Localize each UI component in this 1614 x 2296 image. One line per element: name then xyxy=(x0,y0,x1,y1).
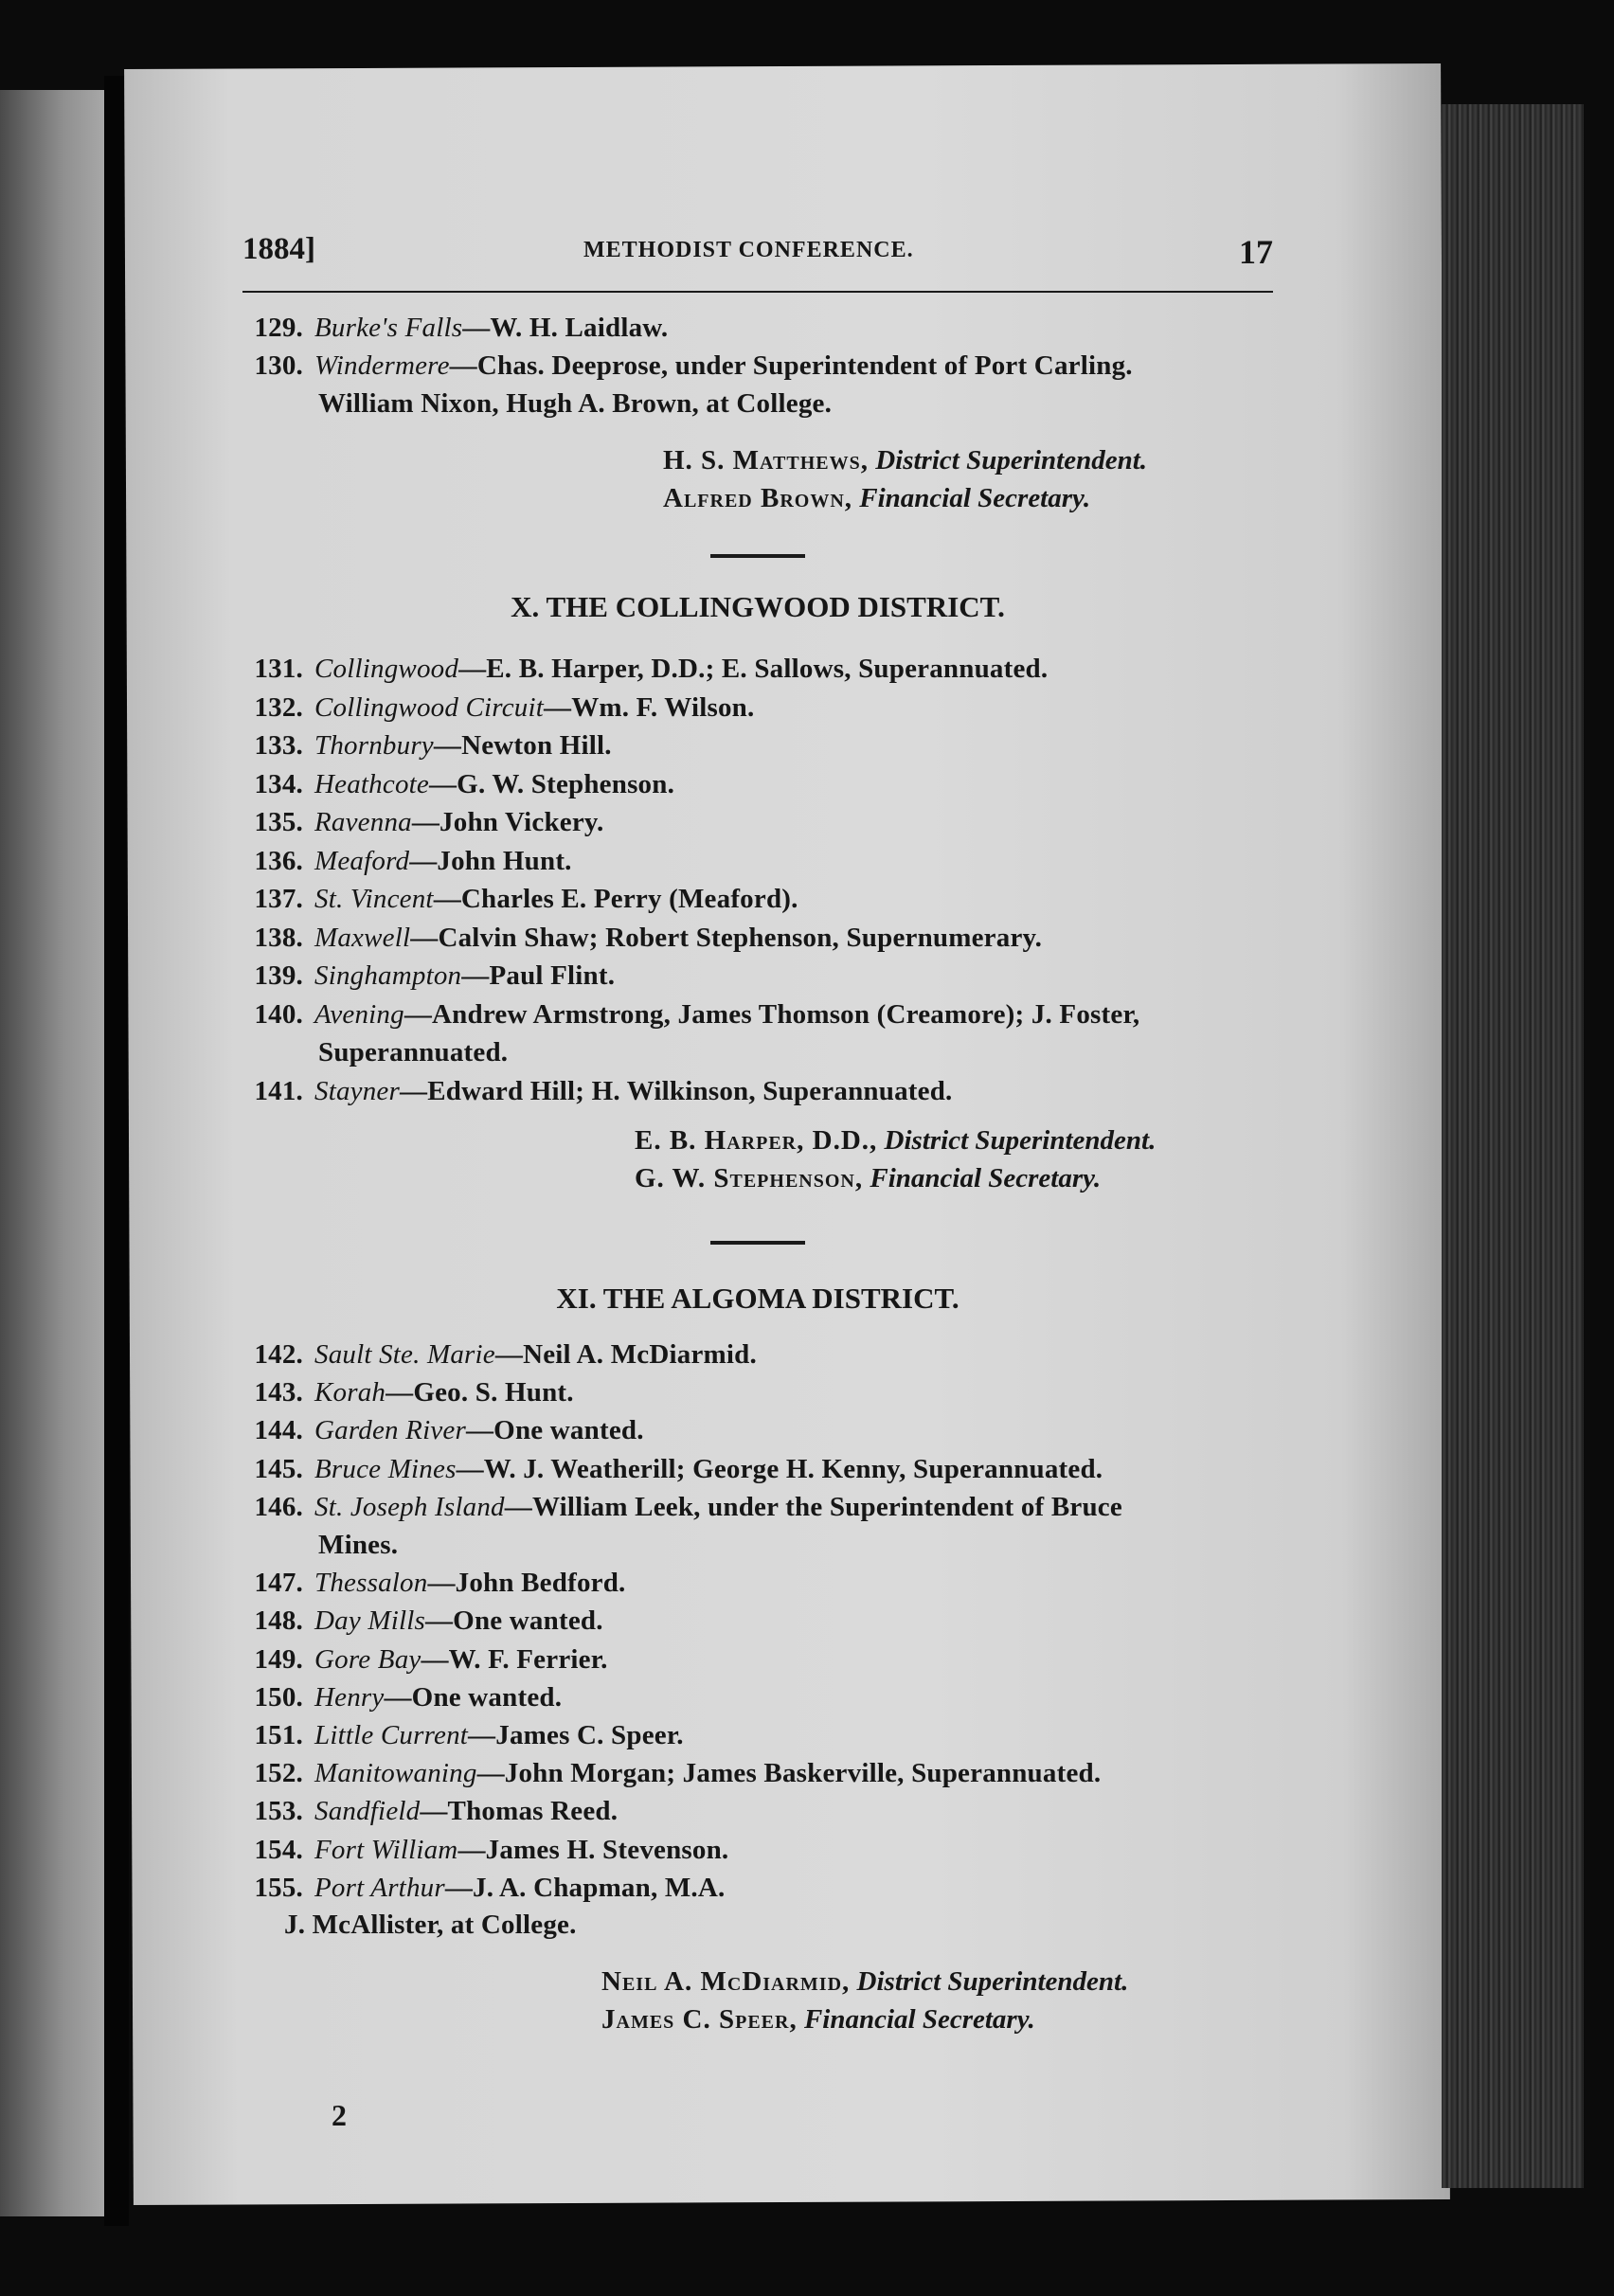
section-heading: X. THE COLLINGWOOD DISTRICT. xyxy=(511,590,1005,623)
entry-line xyxy=(237,843,572,879)
entry-line xyxy=(237,651,1048,687)
entry-place: Bruce Mines xyxy=(314,1453,457,1484)
entry-line xyxy=(237,996,1139,1032)
entry-text: —Andrew Armstrong, James Thomson (Creamore); J. Foster, xyxy=(404,998,1140,1030)
entry-number: 153. xyxy=(254,1796,303,1827)
entry-place: Heathcote xyxy=(314,768,429,799)
entry-line xyxy=(237,1832,728,1868)
entry-place: Korah xyxy=(314,1377,386,1408)
entry-text: —G. W. Stephenson. xyxy=(428,768,675,799)
entry-text: —Charles E. Perry (Meaford). xyxy=(433,884,798,914)
entry-line xyxy=(237,920,1042,956)
entry-line xyxy=(237,1717,684,1753)
entry-line xyxy=(237,310,668,346)
entry-line xyxy=(237,1793,618,1829)
entry-place: Avening xyxy=(314,998,404,1030)
signature-name: H. S. Matthews, xyxy=(663,445,869,475)
signature-line xyxy=(601,1964,1128,2000)
entry-number: 144. xyxy=(254,1415,303,1446)
running-head-year: 1884] xyxy=(242,232,315,266)
section-divider xyxy=(710,554,805,558)
entry-text: —Paul Flint. xyxy=(461,960,616,991)
entry-number: 150. xyxy=(254,1681,303,1713)
entry-number: 130. xyxy=(254,350,303,381)
entry-number: 154. xyxy=(254,1834,303,1865)
signature-mark: 2 xyxy=(332,2098,347,2132)
entry-text: —John Morgan; James Baskerville, Superannuated. xyxy=(476,1758,1102,1789)
entry-text: —William Leek, under the Superintendent of Bruce xyxy=(504,1491,1122,1522)
entry-text: —Thomas Reed. xyxy=(420,1796,619,1827)
entry-number: 155. xyxy=(254,1872,303,1903)
entry-number: 135. xyxy=(254,807,303,837)
signature-name: G. W. Stephenson, xyxy=(635,1163,864,1193)
college-note: William Nixon, Hugh A. Brown, at College. xyxy=(318,388,833,419)
entry-number: 129. xyxy=(254,313,303,343)
entry-number: 148. xyxy=(254,1605,303,1637)
entry-line xyxy=(237,348,1133,384)
entry-text: —James H. Stevenson. xyxy=(457,1834,729,1865)
entry-place: Little Current xyxy=(314,1720,469,1750)
entry-line xyxy=(237,1755,1101,1791)
entry-text: —Chas. Deeprose, under Superintendent of Port Carling. xyxy=(449,350,1133,381)
section-heading: XI. THE ALGOMA DISTRICT. xyxy=(556,1282,959,1315)
entry-text: —One wanted. xyxy=(465,1415,644,1446)
entry-number: 142. xyxy=(254,1339,303,1370)
entry-text: —John Hunt. xyxy=(409,845,572,876)
signature-line xyxy=(635,1160,1101,1196)
entry-line xyxy=(237,958,615,994)
entry-text: —One wanted. xyxy=(384,1681,563,1713)
entry-place: Burke's Falls xyxy=(314,313,463,343)
entry-place: Sault Ste. Marie xyxy=(314,1339,495,1370)
entry-place: Maxwell xyxy=(314,922,411,953)
entry-number: 132. xyxy=(254,691,303,723)
entry-text: —W. F. Ferrier. xyxy=(421,1643,608,1675)
page-number: 17 xyxy=(1239,233,1273,271)
signature-role: Financial Secretary. xyxy=(803,2004,1035,2035)
entry-text: —John Bedford. xyxy=(427,1568,626,1599)
entry-line xyxy=(237,1374,574,1410)
entry-line xyxy=(237,727,612,763)
signature-role: Financial Secretary. xyxy=(870,1163,1102,1193)
signature-role: District Superintendent. xyxy=(856,1966,1129,1997)
entry-place: Henry xyxy=(314,1681,385,1713)
entry-number: 140. xyxy=(254,998,303,1030)
entry-text: —E. B. Harper, D.D.; E. Sallows, Superannuated. xyxy=(458,654,1049,684)
page-content xyxy=(237,232,1279,2132)
entry-text: —W. J. Weatherill; George H. Kenny, Superannuated. xyxy=(456,1453,1103,1484)
entry-number: 143. xyxy=(254,1377,303,1408)
entry-line xyxy=(237,1073,952,1109)
signature-name: Neil A. McDiarmid, xyxy=(601,1966,851,1997)
entry-text: —John Vickery. xyxy=(411,807,604,837)
entry-continuation xyxy=(237,1527,398,1563)
entry-number: 133. xyxy=(254,730,303,761)
signature-line xyxy=(635,1122,1156,1158)
entry-place: Garden River xyxy=(314,1415,466,1446)
entry-line xyxy=(237,1641,608,1677)
entry-line xyxy=(237,1565,626,1601)
entry-number: 147. xyxy=(254,1568,303,1599)
entry-place: Ravenna xyxy=(314,807,412,837)
signature-role: District Superintendent. xyxy=(875,445,1148,475)
entry-place: Sandfield xyxy=(314,1796,421,1827)
entry-place: Day Mills xyxy=(314,1605,425,1637)
entry-place: Singhampton xyxy=(314,960,462,991)
entry-line xyxy=(237,1412,644,1448)
entry-number: 145. xyxy=(254,1453,303,1484)
entry-line xyxy=(237,881,798,917)
entry-place: Thessalon xyxy=(314,1568,428,1599)
signature-line xyxy=(601,2001,1035,2037)
left-page-edge xyxy=(0,90,104,2216)
header-rule xyxy=(242,291,1273,293)
entry-number: 136. xyxy=(254,845,303,876)
entry-place: Port Arthur xyxy=(314,1872,445,1903)
entry-line xyxy=(237,1870,725,1906)
entry-number: 137. xyxy=(254,884,303,914)
entry-text: —Edward Hill; H. Wilkinson, Superannuated. xyxy=(400,1075,953,1106)
entry-place: Collingwood Circuit xyxy=(314,691,545,723)
entry-place: Stayner xyxy=(314,1075,400,1106)
fore-edge-stack xyxy=(1442,104,1584,2188)
entry-line xyxy=(237,1489,1122,1525)
entry-place: St. Joseph Island xyxy=(314,1491,505,1522)
entry-place: Fort William xyxy=(314,1834,458,1865)
entry-number: 149. xyxy=(254,1643,303,1675)
entry-number: 146. xyxy=(254,1491,303,1522)
entry-text: —Neil A. McDiarmid. xyxy=(494,1339,757,1370)
entry-line xyxy=(237,1603,603,1639)
entry-text: —W. H. Laidlaw. xyxy=(462,313,669,343)
entry-continuation xyxy=(237,1034,508,1070)
entry-line xyxy=(237,804,603,840)
entry-text: —Wm. F. Wilson. xyxy=(544,691,755,723)
entry-text: Superannuated. xyxy=(318,1037,509,1067)
entry-line xyxy=(237,766,674,802)
signature-line xyxy=(663,442,1147,478)
entry-place: Collingwood xyxy=(314,654,459,684)
entry-place: Thornbury xyxy=(314,730,434,761)
signature-name: James C. Speer, xyxy=(601,2004,798,2035)
entry-text: —Newton Hill. xyxy=(433,730,612,761)
signature-line xyxy=(663,480,1090,516)
running-head xyxy=(242,232,1277,279)
section-divider xyxy=(710,1241,805,1245)
entry-line xyxy=(237,1336,757,1372)
entry-line xyxy=(237,1451,1103,1487)
college-note: J. McAllister, at College. xyxy=(284,1910,577,1940)
entry-text: —One wanted. xyxy=(424,1605,603,1637)
entry-line xyxy=(237,1679,562,1715)
entry-number: 152. xyxy=(254,1758,303,1789)
entry-number: 131. xyxy=(254,654,303,684)
signature-name: E. B. Harper, D.D., xyxy=(635,1125,878,1156)
entry-place: Meaford xyxy=(314,845,410,876)
entry-number: 139. xyxy=(254,960,303,991)
entry-number: 151. xyxy=(254,1720,303,1750)
entry-place: Manitowaning xyxy=(314,1758,477,1789)
entry-line xyxy=(237,690,754,726)
entry-place: Windermere xyxy=(314,350,450,381)
signature-name: Alfred Brown, xyxy=(663,483,853,513)
entry-number: 138. xyxy=(254,922,303,953)
entry-text: —Calvin Shaw; Robert Stephenson, Supernumerary. xyxy=(410,922,1043,953)
entry-text: Mines. xyxy=(318,1530,399,1560)
entry-number: 134. xyxy=(254,768,303,799)
signature-role: District Superintendent. xyxy=(884,1125,1157,1156)
running-head-title: METHODIST CONFERENCE. xyxy=(583,238,914,262)
entry-number: 141. xyxy=(254,1075,303,1106)
signature-role: Financial Secretary. xyxy=(859,483,1091,513)
entry-text: —J. A. Chapman, M.A. xyxy=(444,1872,726,1903)
entry-place: Gore Bay xyxy=(314,1643,421,1675)
entry-text: —James C. Speer. xyxy=(468,1720,684,1750)
entry-text: —Geo. S. Hunt. xyxy=(386,1377,574,1408)
entry-place: St. Vincent xyxy=(314,884,434,914)
